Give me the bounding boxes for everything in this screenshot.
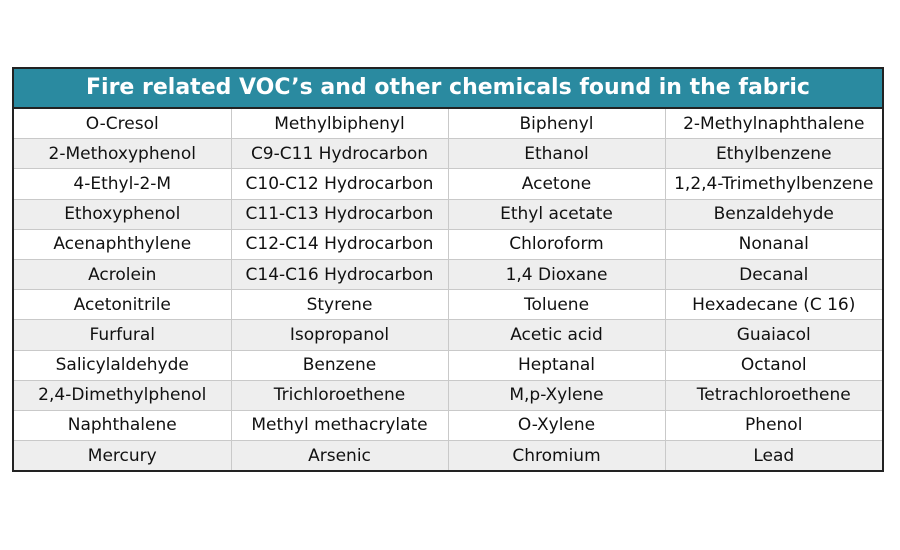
table-row bbox=[14, 259, 882, 289]
table-cell: Methyl methacrylate bbox=[231, 410, 448, 440]
table-row bbox=[14, 441, 882, 471]
table-cell: M,p-Xylene bbox=[448, 380, 665, 410]
table-row bbox=[14, 410, 882, 440]
table-cell: O-Cresol bbox=[14, 109, 231, 139]
table-cell: Lead bbox=[665, 441, 882, 471]
chemicals-grid bbox=[14, 109, 882, 470]
table-cell: 2-Methoxyphenol bbox=[14, 139, 231, 169]
table-body bbox=[14, 109, 882, 470]
table-row bbox=[14, 290, 882, 320]
table-row bbox=[14, 350, 882, 380]
table-cell: Arsenic bbox=[231, 441, 448, 471]
table-cell: Heptanal bbox=[448, 350, 665, 380]
table-cell: Acenaphthylene bbox=[14, 229, 231, 259]
table-cell: Tetrachloroethene bbox=[665, 380, 882, 410]
table-cell: Mercury bbox=[14, 441, 231, 471]
table-cell: Guaiacol bbox=[665, 320, 882, 350]
table-cell: Ethoxyphenol bbox=[14, 199, 231, 229]
table-cell: 4-Ethyl-2-M bbox=[14, 169, 231, 199]
table-cell: C12-C14 Hydrocarbon bbox=[231, 229, 448, 259]
table-cell: C14-C16 Hydrocarbon bbox=[231, 259, 448, 289]
table-cell: 1,4 Dioxane bbox=[448, 259, 665, 289]
table-cell: Octanol bbox=[665, 350, 882, 380]
table-row bbox=[14, 169, 882, 199]
table-row bbox=[14, 199, 882, 229]
table-cell: Isopropanol bbox=[231, 320, 448, 350]
table-row bbox=[14, 320, 882, 350]
table-title: Fire related VOC’s and other chemicals found in the fabric bbox=[14, 69, 882, 109]
table-cell: Hexadecane (C 16) bbox=[665, 290, 882, 320]
table-cell: Chromium bbox=[448, 441, 665, 471]
chemicals-table bbox=[12, 67, 884, 472]
table-cell: Ethyl acetate bbox=[448, 199, 665, 229]
table-cell: Acrolein bbox=[14, 259, 231, 289]
table-cell: Benzaldehyde bbox=[665, 199, 882, 229]
table-cell: Benzene bbox=[231, 350, 448, 380]
table-row bbox=[14, 229, 882, 259]
table-cell: Trichloroethene bbox=[231, 380, 448, 410]
table-cell: Ethylbenzene bbox=[665, 139, 882, 169]
table-cell: 2-Methylnaphthalene bbox=[665, 109, 882, 139]
table-row bbox=[14, 139, 882, 169]
table-cell: Furfural bbox=[14, 320, 231, 350]
table-cell: Naphthalene bbox=[14, 410, 231, 440]
table-cell: Acetonitrile bbox=[14, 290, 231, 320]
table-cell: O-Xylene bbox=[448, 410, 665, 440]
table-cell: 2,4-Dimethylphenol bbox=[14, 380, 231, 410]
table-row bbox=[14, 380, 882, 410]
table-cell: Methylbiphenyl bbox=[231, 109, 448, 139]
table-row bbox=[14, 109, 882, 139]
table-cell: Salicylaldehyde bbox=[14, 350, 231, 380]
table-cell: Ethanol bbox=[448, 139, 665, 169]
table-cell: Nonanal bbox=[665, 229, 882, 259]
table-cell: C9-C11 Hydrocarbon bbox=[231, 139, 448, 169]
table-cell: Biphenyl bbox=[448, 109, 665, 139]
table-cell: Phenol bbox=[665, 410, 882, 440]
table-cell: Decanal bbox=[665, 259, 882, 289]
table-cell: 1,2,4-Trimethylbenzene bbox=[665, 169, 882, 199]
table-cell: Acetone bbox=[448, 169, 665, 199]
table-cell: Acetic acid bbox=[448, 320, 665, 350]
table-cell: Chloroform bbox=[448, 229, 665, 259]
table-cell: C10-C12 Hydrocarbon bbox=[231, 169, 448, 199]
table-cell: C11-C13 Hydrocarbon bbox=[231, 199, 448, 229]
table-cell: Toluene bbox=[448, 290, 665, 320]
table-cell: Styrene bbox=[231, 290, 448, 320]
